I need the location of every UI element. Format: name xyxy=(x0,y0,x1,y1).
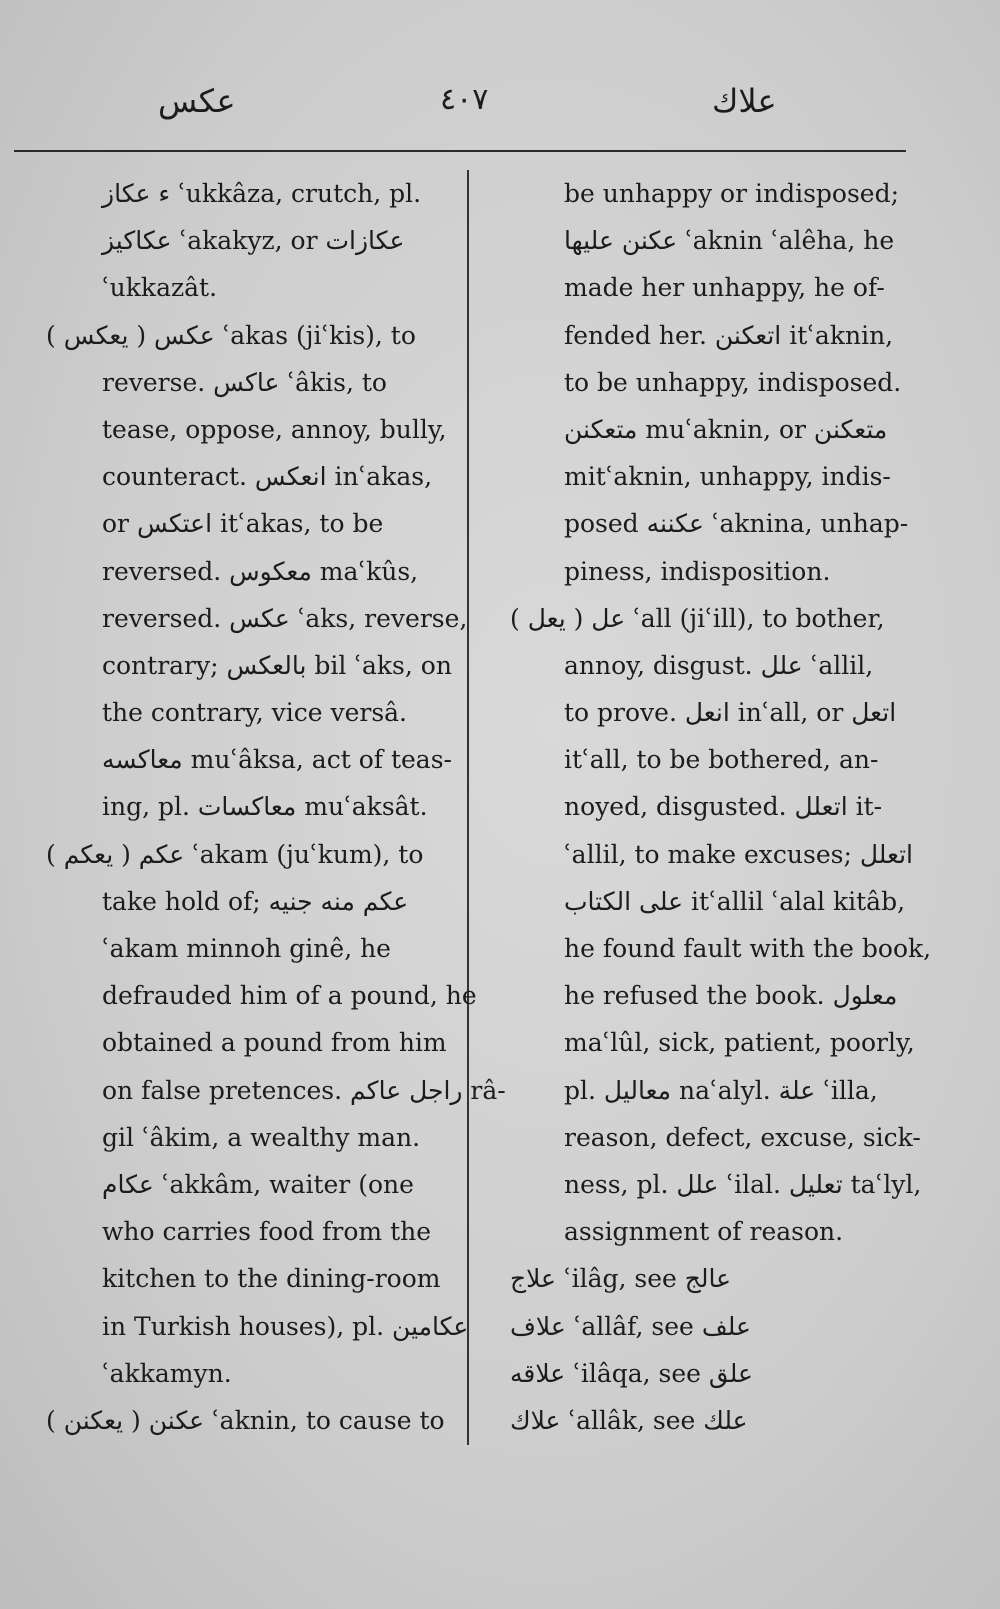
text-line: tease, oppose, annoy, bully, xyxy=(102,414,447,444)
text-line: متعكنن muʿaknin, or متعكنن xyxy=(564,414,888,444)
entry-head-line: عل ( يعل ) ʿall (jiʿill), to bother, xyxy=(510,603,885,633)
text-line: counteract. انعكس inʿakas, xyxy=(102,462,433,492)
text-line: ʿallil, to make excuses; اتعلل xyxy=(564,839,914,869)
text-line: to prove. انعل inʿall, or اتعل xyxy=(564,698,897,728)
text-line: ʿukkazât. xyxy=(102,273,218,303)
text-line: piness, indisposition. xyxy=(564,556,831,586)
text-line: pl. معاليل naʿalyl. علة ʿilla, xyxy=(564,1075,878,1105)
text-line: عكنن عليها ʿaknin ʿalêha, he xyxy=(564,226,895,256)
text-line: reversed. معكوس maʿkûs, xyxy=(102,556,419,586)
entry-head-line: علاقه ʿilâqa, see علق xyxy=(510,1358,753,1388)
text-line: obtained a pound from him xyxy=(102,1028,447,1058)
text-line: made her unhappy, he of- xyxy=(564,273,885,303)
text-line: reversed. عكس ʿaks, reverse, xyxy=(102,603,468,633)
text-line: معاكسه muʿâksa, act of teas- xyxy=(102,745,452,775)
text-line: contrary; بالعكس bil ʿaks, on xyxy=(102,650,452,680)
header-rule xyxy=(14,150,906,152)
text-line: he found fault with the book, xyxy=(564,934,932,963)
text-line: he refused the book. معلول xyxy=(564,981,898,1011)
text-line: take hold of; عكم منه جنيه xyxy=(102,886,409,916)
text-line: على الكتاب itʿallil ʿalal kitâb, xyxy=(564,886,906,916)
text-line: posed عكننه ʿaknina, unhap- xyxy=(564,509,909,539)
text-line: on false pretences. راجل عاكم râ- xyxy=(102,1075,506,1105)
entry-head-line: عكم ( يعكم ) ʿakam (juʿkum), to xyxy=(46,839,424,869)
entry-head-line: علاج ʿilâg, see عالج xyxy=(510,1264,732,1294)
text-line: ness, pl. علل ʿilal. تعليل taʿlyl, xyxy=(564,1169,922,1199)
entry-head-line: عكس ( يعكس ) ʿakas (jiʿkis), to xyxy=(46,320,416,350)
entry-head-line: عكنن ( يعكنن ) ʿaknin, to cause to xyxy=(46,1405,445,1435)
page-number: ٤٠٧ xyxy=(440,82,489,117)
text-line: ء عكاز ʿukkâza, crutch, pl. xyxy=(102,179,422,208)
text-line: ing, pl. معاكسات muʿaksât. xyxy=(102,792,428,822)
text-line: mitʿaknin, unhappy, indis- xyxy=(564,462,891,492)
text-line: noyed, disgusted. اتعلل it- xyxy=(564,792,883,822)
text-line: kitchen to the dining-room xyxy=(102,1264,441,1294)
header-left-guide-word: عكس xyxy=(158,82,236,120)
text-line: the contrary, vice versâ. xyxy=(102,698,408,728)
text-line: ʿakkamyn. xyxy=(102,1358,232,1388)
page-header xyxy=(0,82,1000,132)
text-line: in Turkish houses), pl. عكامين xyxy=(102,1311,469,1341)
text-line: who carries food from the xyxy=(102,1217,432,1247)
text-line: or اعتكس itʿakas, to be xyxy=(102,509,384,539)
text-line: assignment of reason. xyxy=(564,1217,844,1247)
text-line: fended her. اتعكنن itʿaknin, xyxy=(564,320,894,350)
column-divider xyxy=(467,170,469,1445)
entry-head-line: علاف ʿallâf, see علف xyxy=(510,1311,751,1341)
text-line: be unhappy or indisposed; xyxy=(564,179,900,208)
text-line: annoy, disgust. علل ʿallil, xyxy=(564,650,874,680)
entry-head-line: علاك ʿallâk, see علك xyxy=(510,1405,748,1435)
text-line: reverse. عاكس ʿâkis, to xyxy=(102,367,387,397)
text-line: defrauded him of a pound, he xyxy=(102,981,477,1011)
text-line: ʿakam minnoh ginê, he xyxy=(102,934,391,963)
header-right-guide-word: علاك xyxy=(712,82,777,120)
text-line: عكاكيز ʿakakyz, or عكازات xyxy=(102,226,405,256)
text-line: itʿall, to be bothered, an- xyxy=(564,745,879,775)
right-column xyxy=(506,170,932,1444)
text-line: عكام ʿakkâm, waiter (one xyxy=(102,1169,414,1199)
left-column xyxy=(46,170,506,1444)
text-line: reason, defect, excuse, sick- xyxy=(564,1122,921,1152)
text-line: gil ʿâkim, a wealthy man. xyxy=(102,1122,421,1152)
text-line: maʿlûl, sick, patient, poorly, xyxy=(564,1028,915,1058)
text-line: to be unhappy, indisposed. xyxy=(564,367,902,397)
